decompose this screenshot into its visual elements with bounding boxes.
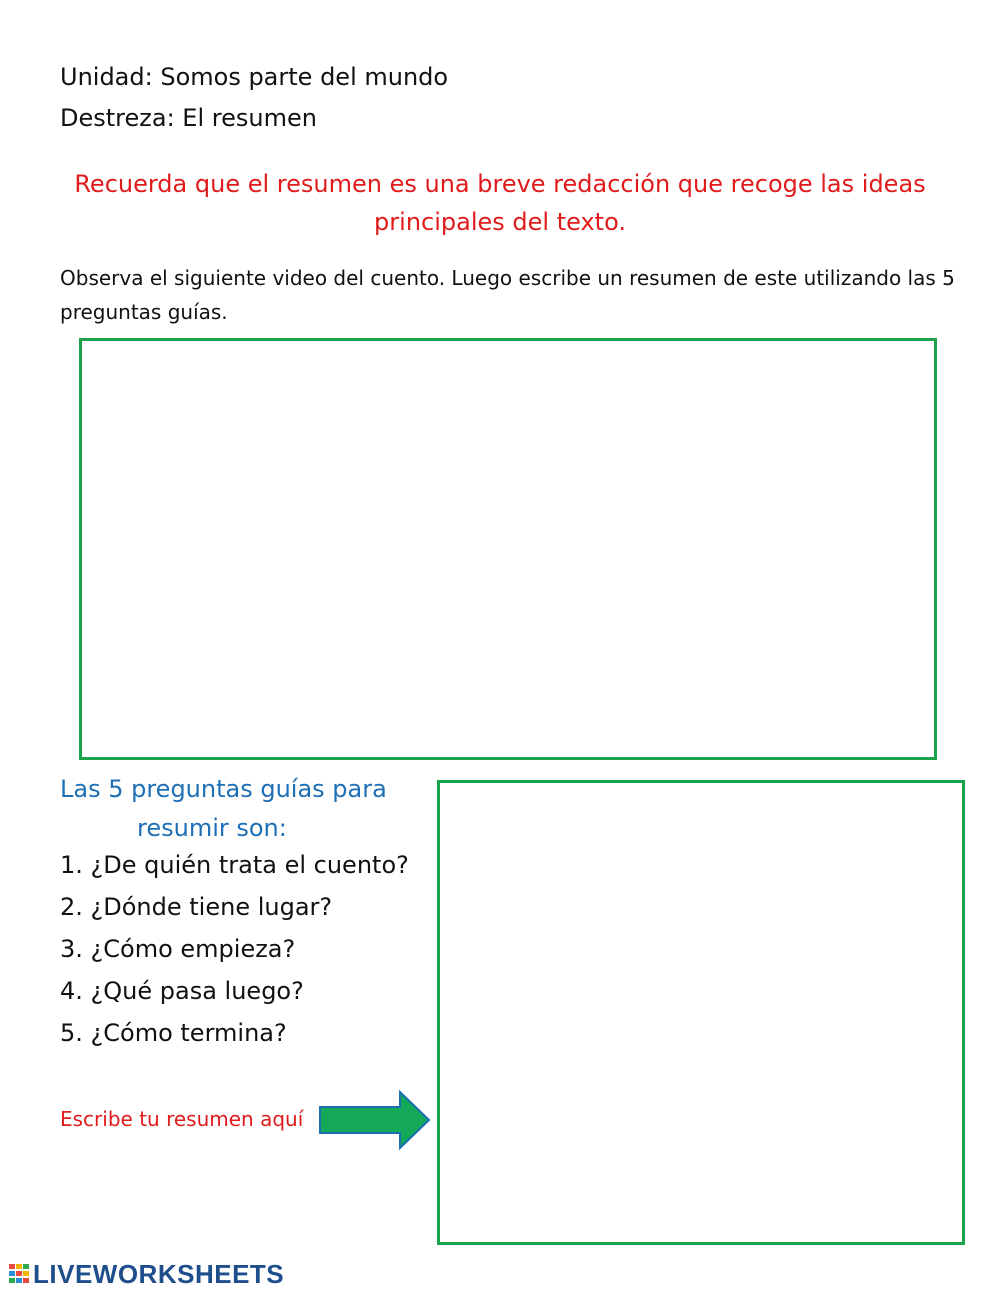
summary-answer-box[interactable] <box>437 780 965 1245</box>
guide-question: 2. ¿Dónde tiene lugar? <box>60 893 333 921</box>
instructions-text: Observa el siguiente video del cuento. Luego escribe un resumen de este utilizando las 5 preguntas guías. <box>60 266 955 324</box>
video-frame[interactable] <box>79 338 937 760</box>
guide-title-line-1: Las 5 preguntas guías para <box>60 775 387 803</box>
guide-questions-list <box>60 846 409 1056</box>
guide-questions-title <box>60 770 390 848</box>
liveworksheets-logo <box>8 1260 284 1288</box>
right-arrow-icon <box>318 1090 432 1150</box>
liveworksheets-icon <box>8 1262 30 1286</box>
unit-heading: Unidad: Somos parte del mundo <box>60 63 449 91</box>
guide-question: 1. ¿De quién trata el cuento? <box>60 851 409 879</box>
guide-question: 4. ¿Qué pasa luego? <box>60 977 304 1005</box>
reminder-text: Recuerda que el resumen es una breve redacción que recoge las ideas principales del texto. <box>74 170 926 236</box>
guide-title-line-2: resumir son: <box>137 814 287 842</box>
write-summary-label: Escribe tu resumen aquí <box>60 1107 304 1131</box>
guide-question: 3. ¿Cómo empieza? <box>60 935 296 963</box>
guide-question: 5. ¿Cómo termina? <box>60 1019 287 1047</box>
logo-text: LIVEWORKSHEETS <box>33 1259 285 1289</box>
skill-heading: Destreza: El resumen <box>60 104 317 132</box>
